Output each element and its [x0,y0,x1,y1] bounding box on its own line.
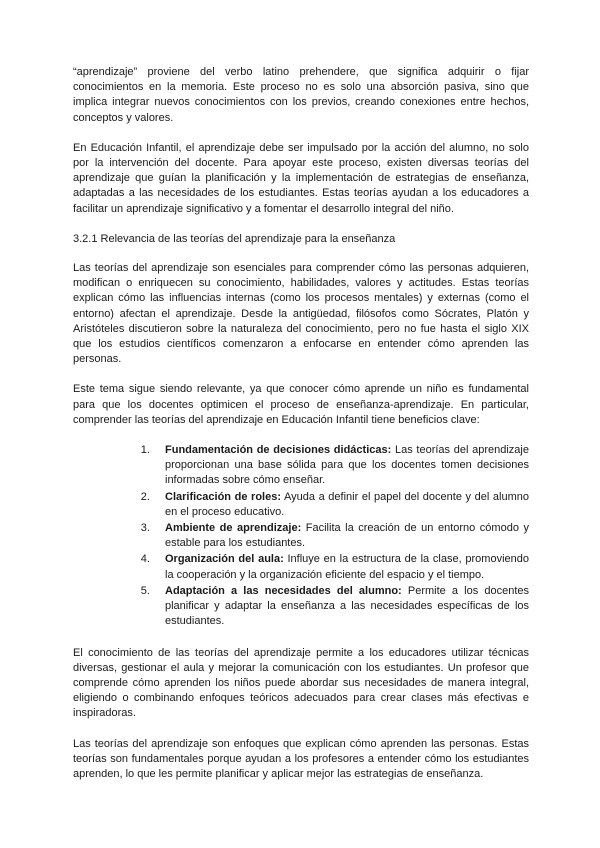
list-item-text: Facilita la creación de un entorno cómodo y estable para los estudiantes. [165,522,529,550]
list-item [153,584,529,630]
section-heading: 3.2.1 Relevancia de las teorías del aprendizaje para la enseñanza [73,232,396,245]
list-item [153,490,529,520]
document-page [73,65,529,797]
list-item-term: Fundamentación de decisiones didácticas: [165,444,392,457]
benefits-list [73,443,529,629]
list-item-text: Ayuda a definir el papel del docente y del alumno en el proceso educativo. [165,490,529,518]
list-item-term: Ambiente de aprendizaje: [165,522,302,535]
list-item-term: Organización del aula: [165,553,284,566]
paragraph-learning-theories: Las teorías del aprendizaje son esenciales para comprender cómo las personas adquieren, modifican o enriquecen su conocimiento, habilidades, valores y actitudes. Estas teorías explican cómo las influencias internas (como los procesos mentales) y externas (como el entorno) afectan el aprendizaje. Desde la antigüedad, filósofos como Sócrates, Platón y Aristóteles discutieron sobre la naturaleza del conocimiento, pero no fue hasta el siglo XIX que los estudios científicos comenzaron a enfocarse en entender cómo aprenden las personas. [73,262,529,366]
paragraph-conclusion: Las teorías del aprendizaje son enfoques que explican cómo aprenden las personas. Estas teorías son fundamentales porque ayudan a los profesores a entender cómo los estudiantes aprenden, lo que les permite planificar y aplicar mejor las estrategias de enseñanza. [73,737,529,780]
paragraph-infant-education: En Educación Infantil, el aprendizaje debe ser impulsado por la acción del alumno, no solo por la intervención del docente. Para apoyar este proceso, existen diversas teorías del aprendizaje que guían la planificación y la implementación de estrategias de enseñanza, adaptadas a las necesidades de los estudiantes. Estas teorías ayudan a los educadores a facilitar un aprendizaje significativo y a fomentar el desarrollo integral del niño. [73,141,529,215]
list-item-term: Clarificación de roles: [165,490,282,503]
list-item-text: Las teorías del aprendizaje proporcionan una base sólida para que los docentes tomen decisiones informadas sobre cómo enseñar. [165,444,529,487]
list-item [153,521,529,551]
list-item [153,443,529,489]
paragraph-teacher-benefits: El conocimiento de las teorías del aprendizaje permite a los educadores utilizar técnicas diversas, gestionar el aula y mejorar la comunicación con los estudiantes. Un profesor que comprende cómo aprenden los niños puede abordar sus necesidades de manera integral, eligiendo o combinando enfoques teóricos adecuados para crear clases más efectivas e inspiradoras. [73,646,529,720]
list-item-text: Influye en la estructura de la clase, promoviendo la cooperación y la organización eficiente del espacio y el tiempo. [165,553,529,581]
paragraph-relevance: Este tema sigue siendo relevante, ya que conocer cómo aprende un niño es fundamental para que los docentes optimicen el proceso de enseñanza-aprendizaje. En particular, comprender las teorías del aprendizaje en Educación Infantil tiene beneficios clave: [73,383,529,426]
list-item-text: Permite a los docentes planificar y adaptar la enseñanza a las necesidades específicas de los estudiantes. [165,584,529,628]
paragraph-etymology: “aprendizaje” proviene del verbo latino prehendere, que significa adquirir o fijar conocimientos en la memoria. Este proceso no es solo una absorción pasiva, sino que implica integrar nuevos conocimientos con los previos, creando conexiones entre hechos, conceptos y valores. [73,66,529,124]
list-item-term: Adaptación a las necesidades del alumno: [165,584,402,597]
list-item [153,552,529,582]
